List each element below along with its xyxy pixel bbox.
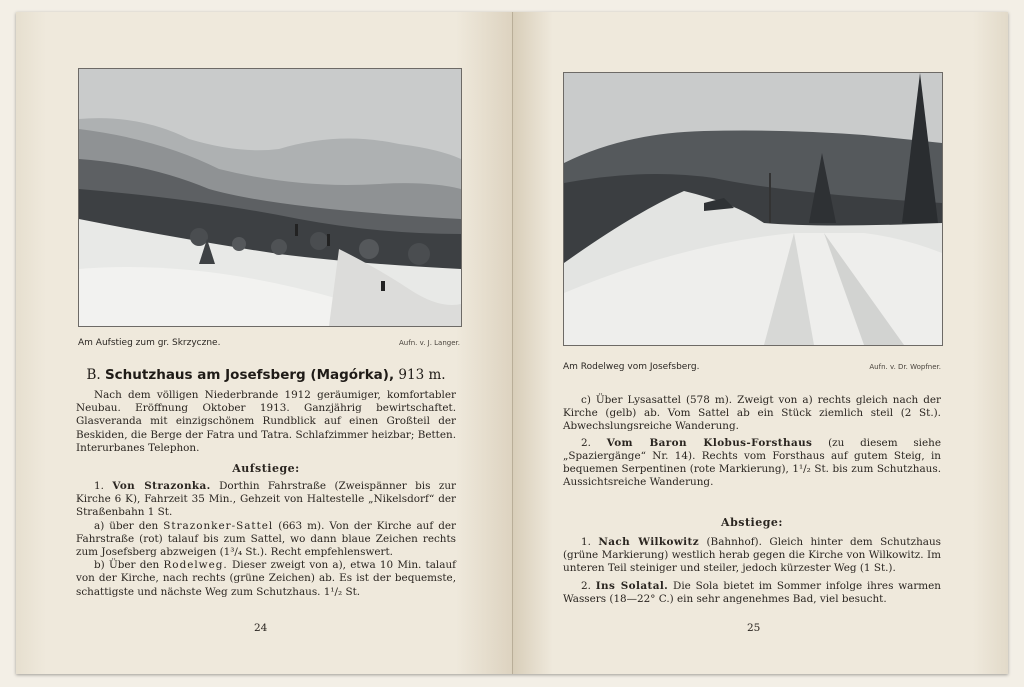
ascent-item-1c: c) Über Lysasattel (578 m). Zweigt von a) rechts gleich nach der Kirche (gelb) ab. Vom Sattel ab ein Stück ziemlich steil (2 St.). Abwechslungsreiche Wanderung. — [563, 394, 941, 433]
item-text: Die Sola bietet im Sommer infolge ihres warmen Wassers (18—22° C.) ein sehr angenehmes Bad, viel besucht. — [563, 579, 941, 605]
ascent-item-1a — [76, 520, 456, 560]
item-text: Dieser zweigt von a), etwa 10 Min. talauf von der Kirche, nach rechts (grüne Zeichen) ab. Es ist der bequemste, schattigste und nächste Weg zum Schutzhaus. 1¹/₂ St. — [76, 559, 456, 598]
ascent-item-1b — [76, 559, 456, 599]
photo-caption: Am Aufstieg zum gr. Skrzyczne. — [78, 338, 221, 348]
item-name: Ins Solatal. — [595, 579, 669, 592]
item-text: (zu diesem siehe „Spaziergänge“ Nr. 14). Rechts vom Forsthaus auf gutem Steig, in bequemen Serpentinen (rote Markierung), 1¹/₂ St. bis zum Schutzhaus. Aussichtsreiche Wanderung. — [563, 436, 941, 489]
heading-title: Schutzhaus am Josefsberg (Magórka), — [104, 367, 395, 383]
descent-item-1 — [563, 536, 941, 576]
ascent-continuation — [563, 394, 941, 489]
photo-credit: Aufn. v. Dr. Wopfner. — [869, 363, 941, 371]
ascent-list — [76, 480, 456, 599]
item-text: (663 m). Von der Kirche auf der Fahrstraße (rot) talauf bis zum Sattel, wo dann blaue Zeichen rechts zum Josefsberg abzweigen (1³/₄ St.). Recht empfehlenswert. — [76, 519, 456, 559]
item-name: Nach Wilkowitz — [598, 536, 700, 548]
photo-caption-row — [78, 338, 460, 348]
photo-snowy-mountain-ascent — [78, 68, 462, 327]
item-prefix: a) über den — [94, 519, 159, 532]
item-number: 2. — [581, 436, 591, 449]
item-text: (Bahnhof). Gleich hinter dem Schutzhaus (grüne Markierung) westlich herab gegen die Kirche von Wilkowitz. Im unteren Teil steiniger und steiler, jedoch kürzester Weg (1 St.). — [563, 536, 941, 575]
item-number: 1. — [94, 480, 104, 492]
item-name: Vom Baron Klobus-Forsthaus — [606, 436, 813, 449]
intro-paragraph — [76, 389, 456, 455]
item-number: 1. — [581, 536, 591, 548]
heading-altitude: 913 m. — [398, 367, 446, 383]
ascent-heading: Aufstiege: — [232, 462, 300, 475]
item-name: Von Strazonka. — [112, 480, 211, 492]
intro-text: Nach dem völligen Niederbrande 1912 geräumiger, komfortabler Neubau. Eröffnung Oktober 1913. Ganzjährig bewirtschaftet. Glasveranda mit einzigschönem Rundblick auf einen Großteil der Beskiden, die Berge der Fatra und Tatra. Schlafzimmer heizbar; Betten. Interurbanes Telephon. — [76, 389, 456, 454]
section-heading — [66, 367, 466, 383]
photo-credit: Aufn. v. J. Langer. — [399, 339, 460, 347]
right-page — [513, 12, 1008, 674]
page-number: 25 — [747, 622, 761, 634]
descent-list — [563, 536, 941, 606]
descent-item-2 — [563, 580, 941, 606]
photo-caption-row — [563, 362, 941, 372]
descent-heading: Abstiege: — [721, 516, 783, 529]
left-page — [16, 12, 513, 674]
item-text: Dorthin Fahrstraße (Zweispänner bis zur Kirche 6 K), Fahrzeit 35 Min., Gehzeit von Haltestelle „Nikelsdorf“ der Straßenbahn 1 St. — [76, 480, 456, 519]
item-name: Strazonker-Sattel — [163, 519, 274, 532]
ascent-item-1 — [76, 480, 456, 520]
ascent-item-2 — [563, 437, 941, 490]
item-name: Rodelweg. — [163, 559, 228, 572]
photo-caption: Am Rodelweg vom Josefsberg. — [563, 362, 700, 372]
photo-snowy-sled-road — [563, 72, 943, 346]
item-number: 2. — [581, 579, 591, 592]
book-spread — [16, 12, 1008, 674]
item-prefix: b) Über den — [94, 559, 160, 572]
page-number: 24 — [254, 622, 268, 634]
heading-prefix: B. — [86, 367, 101, 383]
